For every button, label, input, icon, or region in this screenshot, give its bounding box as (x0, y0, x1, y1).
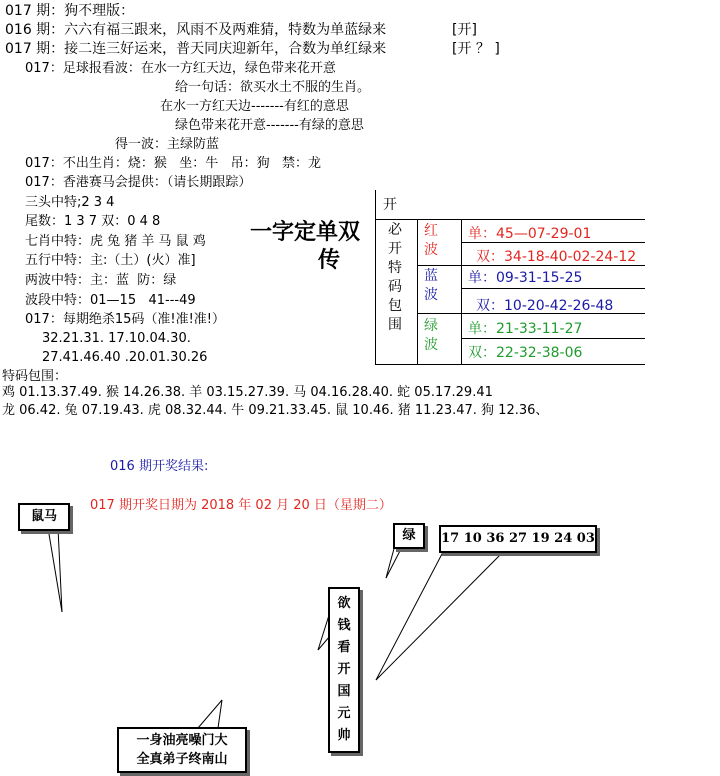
riddle-line-4: 得一波：主绿防蓝 (115, 137, 220, 152)
zodiac-out: 017：不出生肖：烧：猴 坐：牛 吊：狗 禁：龙 (25, 156, 322, 171)
wei-shu: 尾数：1 3 7 双：0 4 8 (25, 214, 161, 229)
bo-duan: 波段中特：01—15 41---49 (25, 293, 196, 308)
jue-sha-numbers-2: 27.41.46.40 .20.01.30.26 (42, 350, 208, 365)
issue-tag: [开 ？ ] (452, 41, 500, 57)
slogan-line-2: 传 (318, 247, 341, 273)
slogan-line-1: 一字定单双 (250, 219, 361, 245)
red-shuang: 双：34-18-40-02-24-12 (476, 249, 637, 265)
liang-bo: 两波中特：主：蓝 防：绿 (25, 273, 177, 288)
result-label: 016 期开奖结果: (110, 459, 209, 474)
blue-wave-label: 蓝 波 (424, 268, 438, 303)
jue-sha-numbers-1: 32.21.31. 17.10.04.30. (42, 331, 191, 346)
football-riddle-title: 017：足球报看波：在水一方红天边，绿色带来花开意 (25, 61, 336, 76)
baowei-row-2: 龙 06.42. 兔 07.19.43. 虎 08.32.44. 牛 09.21.33.45. 鼠 10.46. 猪 11.23.47. 狗 12.36、 (2, 403, 549, 418)
issue-title: 017 期：狗不理版： (5, 3, 135, 19)
blue-dan: 单：09-31-15-25 (468, 270, 583, 286)
riddle-line-3: 绿色带来花开意-------有绿的意思 (175, 118, 364, 133)
callout-green: 绿 (393, 523, 425, 549)
red-wave-label: 红 波 (424, 223, 438, 258)
next-draw-date: 017 期开奖日期为 2018 年 02 月 20 日（星期二） (90, 498, 392, 513)
baowei-row-1: 鸡 01.13.37.49. 猴 14.26.38. 羊 03.15.27.39. 马 04.16.28.40. 蛇 05.17.29.41 (2, 385, 493, 400)
red-dan: 单：45—07-29-01 (468, 226, 592, 242)
hk-jockey-line: 017：香港赛马会提供：（请长期跟踪） (25, 175, 252, 190)
wu-xing: 五行中特：主:（土）(火）准] (25, 253, 196, 268)
green-dan: 单：21-33-11-27 (468, 321, 583, 337)
blue-shuang: 双：10-20-42-26-48 (476, 298, 614, 314)
qi-xiao: 七肖中特：虎 兔 猪 羊 马 鼠 鸡 (25, 234, 206, 249)
callout-vertical-riddle: 欲 钱 看 开 国 元 帅 (328, 587, 360, 753)
table-bi-label: 必 开 特 码 包 围 (388, 222, 402, 333)
callout-shuma: 鼠马 (18, 503, 70, 531)
jue-sha: 017：每期绝杀15码（准!准!准!） (25, 312, 225, 327)
prev-issue-poem: 016 期：六六有福三跟来，风雨不及两难猜，特数为单蓝绿来 (5, 22, 387, 38)
green-shuang: 双：22-32-38-06 (468, 345, 583, 361)
table-kai: 开 (383, 197, 397, 213)
san-tou: 三头中特;2 3 4 (25, 195, 115, 210)
baowei-title: 特码包围： (2, 369, 68, 384)
riddle-line-1: 给一句话：欲买水土不服的生肖。 (175, 80, 371, 95)
issue-poem: 017 期：接二连三好运来，普天同庆迎新年，合数为单红绿来 (5, 41, 387, 57)
riddle-line-2: 在水一方红天边-------有红的意思 (160, 99, 349, 114)
callout-numbers: 17 10 36 27 19 24 03 (439, 525, 597, 553)
prev-issue-tag: [开] (452, 22, 477, 38)
callout-bottom-riddle: 一身油亮噪门大 全真弟子终南山 (117, 727, 247, 773)
green-wave-label: 绿 波 (424, 318, 438, 353)
